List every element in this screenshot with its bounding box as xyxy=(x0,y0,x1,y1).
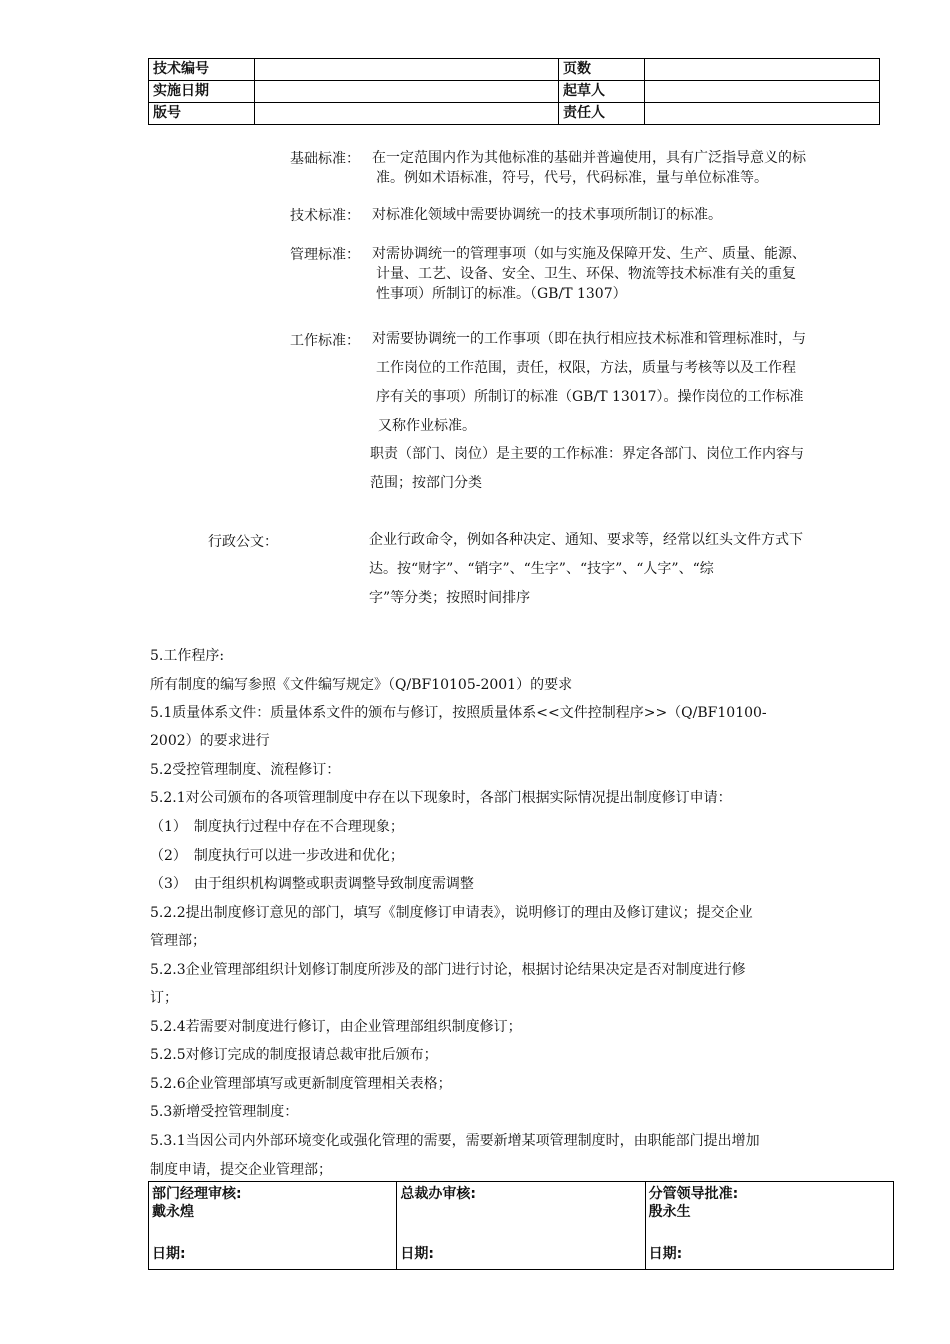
procedure-line: 订； xyxy=(150,990,178,1006)
header-value xyxy=(255,81,559,103)
header-label: 页数 xyxy=(559,59,645,81)
definition-label: 基础标准： xyxy=(290,151,360,167)
procedure-line: 5.1质量体系文件：质量体系文件的颁布与修订，按照质量体系<<文件控制程序>>（Q/BF10100- xyxy=(150,705,767,721)
header-row xyxy=(149,81,880,103)
definition-body xyxy=(372,148,806,188)
approval-title: 部门经理审核: xyxy=(152,1186,242,1202)
procedure-line: 5.2.5对修订完成的制度报请总裁审批后颁布； xyxy=(150,1047,438,1063)
procedure-line: 制度申请，提交企业管理部； xyxy=(150,1162,332,1178)
definition-line: 对标准化领域中需要协调统一的技术事项所制订的标准。 xyxy=(372,207,722,223)
procedure-line: 2002）的要求进行 xyxy=(150,733,270,749)
definition-body xyxy=(372,205,722,225)
definition-line: 在一定范围内作为其他标准的基础并普遍使用，具有广泛指导意义的标 xyxy=(372,150,806,166)
approval-cell-department xyxy=(149,1182,397,1270)
definition-label: 技术标准： xyxy=(290,208,360,224)
header-value xyxy=(645,103,880,125)
procedure-line: 5.2.3企业管理部组织计划修订制度所涉及的部门进行讨论，根据讨论结果决定是否对制度进行修 xyxy=(150,962,746,978)
date-label: 日期: xyxy=(400,1246,434,1262)
procedure-line: 5.2受控管理制度、流程修订： xyxy=(150,762,341,778)
definition-body xyxy=(372,244,806,304)
definition-label: 管理标准： xyxy=(290,247,360,263)
definition-body xyxy=(372,325,806,441)
approval-row xyxy=(149,1182,894,1270)
definition-label: 工作标准： xyxy=(290,333,360,349)
header-value xyxy=(255,103,559,125)
header-table xyxy=(148,58,880,125)
procedure-line: （3） 由于组织机构调整或职责调整导致制度需调整 xyxy=(150,876,474,892)
definition-line: 又称作业标准。 xyxy=(378,418,476,434)
procedure-line: （1） 制度执行过程中存在不合理现象； xyxy=(150,819,404,835)
header-row xyxy=(149,59,880,81)
header-label: 责任人 xyxy=(559,103,645,125)
definition-line: 序有关的事项）所制订的标准（GB/T 13017）。操作岗位的工作标准 xyxy=(376,389,804,405)
procedure-line: 5.3新增受控管理制度： xyxy=(150,1104,299,1120)
definition-line: 对需要协调统一的工作事项（即在执行相应技术标准和管理标准时，与 xyxy=(372,331,806,347)
definition-line: 性事项）所制订的标准。（GB/T 1307） xyxy=(376,286,627,302)
definition-body xyxy=(370,440,804,498)
definition-body xyxy=(369,526,803,613)
date-label: 日期: xyxy=(648,1246,683,1262)
header-value xyxy=(645,59,880,81)
approval-cell-leader xyxy=(645,1182,893,1270)
definition-line: 职责（部门、岗位）是主要的工作标准：界定各部门、岗位工作内容与 xyxy=(370,446,804,462)
approval-title: 总裁办审核: xyxy=(400,1186,476,1202)
definition-line: 准。例如术语标准，符号，代号，代码标准，量与单位标准等。 xyxy=(376,170,768,186)
header-label: 实施日期 xyxy=(149,81,255,103)
header-label: 技术编号 xyxy=(149,59,255,81)
date-label: 日期: xyxy=(152,1246,186,1262)
definition-label: 行政公文： xyxy=(208,534,278,550)
definition-line: 计量、工艺、设备、安全、卫生、环保、物流等技术标准有关的重复 xyxy=(376,266,796,282)
definition-line: 达。按“财字”、“销字”、“生字”、“技字”、“人字”、“综 xyxy=(369,561,714,577)
approval-title: 分管领导批准: xyxy=(648,1186,739,1202)
approver-name: 戴永煌 xyxy=(152,1204,194,1220)
section-heading: 5.工作程序: xyxy=(150,648,225,664)
procedure-line: 5.2.1对公司颁布的各项管理制度中存在以下现象时，各部门根据实际情况提出制度修订申请： xyxy=(150,790,732,806)
procedure-line: 所有制度的编写参照《文件编写规定》（Q/BF10105-2001）的要求 xyxy=(150,677,573,693)
definition-line: 字”等分类；按照时间排序 xyxy=(369,590,531,606)
procedure-line: 5.2.2提出制度修订意见的部门，填写《制度修订申请表》，说明修订的理由及修订建议；提交企业 xyxy=(150,905,753,921)
header-label: 起草人 xyxy=(559,81,645,103)
approver-name: 殷永生 xyxy=(648,1204,691,1220)
definition-line: 工作岗位的工作范围，责任，权限，方法，质量与考核等以及工作程 xyxy=(376,360,796,376)
procedure-line: 5.2.4若需要对制度进行修订，由企业管理部组织制度修订； xyxy=(150,1019,522,1035)
definition-line: 企业行政命令，例如各种决定、通知、要求等，经常以红头文件方式下 xyxy=(369,532,803,548)
approval-table xyxy=(148,1181,894,1270)
procedure-line: 管理部； xyxy=(150,933,206,949)
procedure-line: 5.3.1当因公司内外部环境变化或强化管理的需要，需要新增某项管理制度时，由职能部门提出增加 xyxy=(150,1133,760,1149)
approval-cell-president-office xyxy=(397,1182,645,1270)
header-value xyxy=(255,59,559,81)
definition-line: 对需协调统一的管理事项（如与实施及保障开发、生产、质量、能源、 xyxy=(372,246,806,262)
procedure-line: 5.2.6企业管理部填写或更新制度管理相关表格； xyxy=(150,1076,452,1092)
header-value xyxy=(645,81,880,103)
definition-line: 范围；按部门分类 xyxy=(370,475,482,491)
header-label: 版号 xyxy=(149,103,255,125)
procedure-line: （2） 制度执行可以进一步改进和优化； xyxy=(150,848,404,864)
header-row xyxy=(149,103,880,125)
